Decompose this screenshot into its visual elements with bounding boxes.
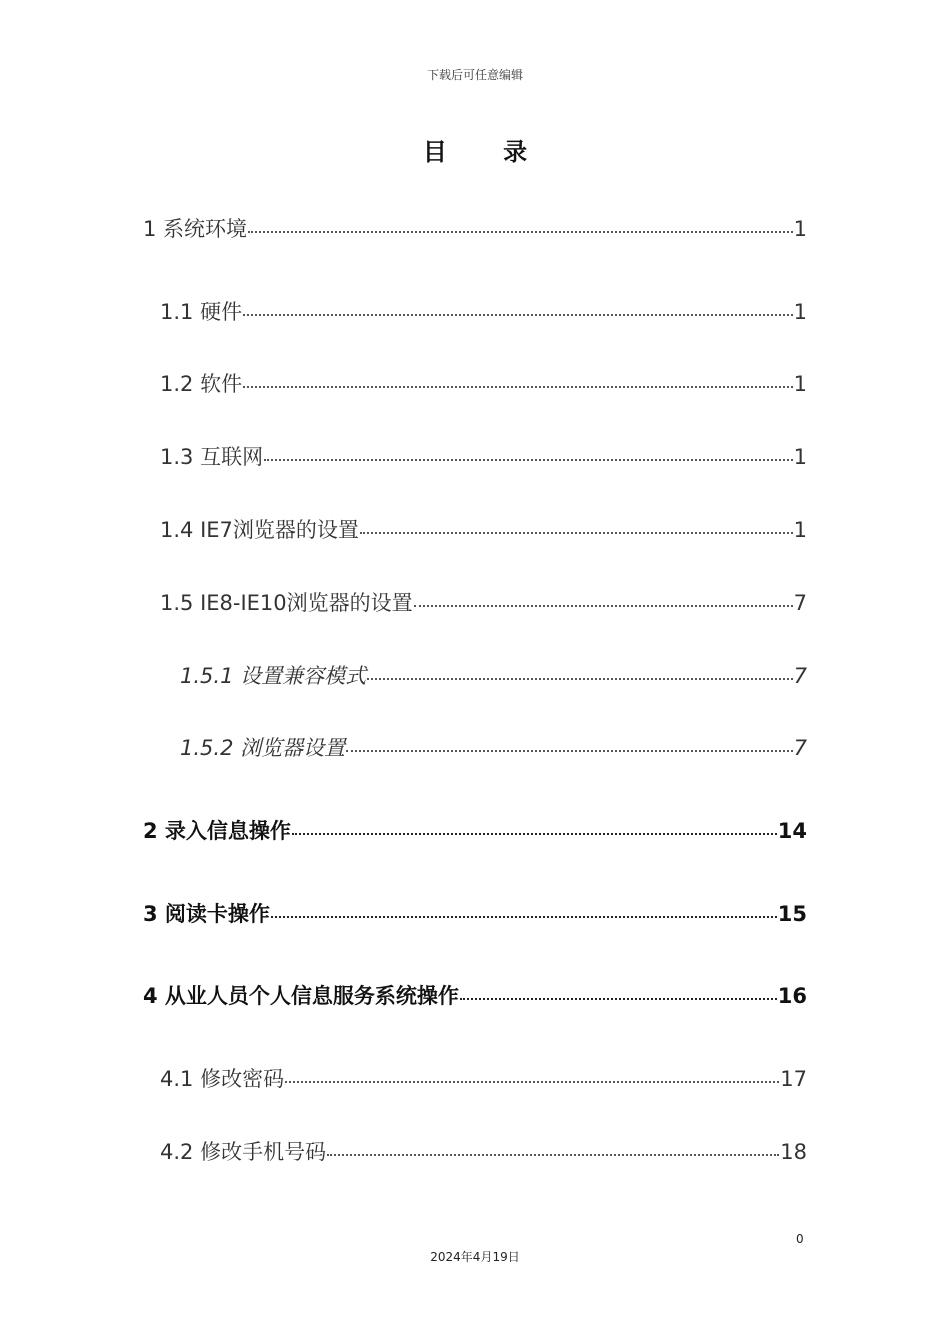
toc-entry-2[interactable] <box>143 815 807 847</box>
toc-entry-page: 17 <box>780 1067 807 1091</box>
toc-leader-dots <box>285 1081 779 1083</box>
toc-entry-1-5-2[interactable] <box>180 732 807 764</box>
toc-entry-page: 14 <box>777 819 807 843</box>
toc-leader-dots <box>367 678 793 680</box>
toc-entry-label: 1.5.1 设置兼容模式 <box>180 664 367 688</box>
header-note: 下载后可任意编辑 <box>426 68 523 82</box>
toc-leader-dots <box>248 231 793 233</box>
toc-entry-1-5-1[interactable] <box>180 660 807 692</box>
toc-entry-page: 1 <box>793 445 807 469</box>
toc-entry-page: 7 <box>793 664 807 688</box>
toc-entry-3[interactable] <box>143 898 807 930</box>
toc-leader-dots <box>360 532 793 534</box>
toc-entry-label: 4 从业人员个人信息服务系统操作 <box>143 984 459 1008</box>
toc-entry-label: 1.2 软件 <box>160 372 243 396</box>
toc-entry-label: 4.2 修改手机号码 <box>160 1140 327 1164</box>
footer-date: 2024年4月19日 <box>430 1250 520 1264</box>
toc-entry-4-2[interactable] <box>160 1136 807 1168</box>
toc-leader-dots <box>264 459 793 461</box>
toc-entry-1-1[interactable] <box>160 296 807 328</box>
toc-entry-page: 1 <box>793 217 807 241</box>
toc-entry-page: 1 <box>793 300 807 324</box>
toc-leader-dots <box>327 1154 779 1156</box>
toc-leader-dots <box>460 998 777 1000</box>
toc-entry-label: 2 录入信息操作 <box>143 819 291 843</box>
toc-entry-label: 1 系统环境 <box>143 217 248 241</box>
toc-entry-1-4[interactable] <box>160 514 807 546</box>
toc-entry-page: 7 <box>793 736 807 760</box>
page-number: 0 <box>796 1232 804 1246</box>
toc-entry-4-1[interactable] <box>160 1063 807 1095</box>
toc-leader-dots <box>243 314 793 316</box>
toc-entry-1-2[interactable] <box>160 368 807 400</box>
toc-entry-4[interactable] <box>143 980 807 1012</box>
toc-entry-page: 18 <box>780 1140 807 1164</box>
toc-entry-page: 1 <box>793 372 807 396</box>
toc-entry-page: 15 <box>777 902 807 926</box>
toc-title: 目 录 <box>422 138 552 166</box>
toc-leader-dots <box>414 605 793 607</box>
toc-entry-1-5[interactable] <box>160 587 807 619</box>
toc-entry-1-3[interactable] <box>160 441 807 473</box>
toc-entry-label: 1.5 IE8-IE10浏览器的设置 <box>160 591 413 615</box>
toc-entry-page: 7 <box>793 591 807 615</box>
toc-leader-dots <box>346 750 793 752</box>
toc-entry-label: 1.4 IE7浏览器的设置 <box>160 518 359 542</box>
toc-entry-label: 1.5.2 浏览器设置 <box>180 736 346 760</box>
toc-entry-label: 1.3 互联网 <box>160 445 264 469</box>
toc-entry-page: 1 <box>793 518 807 542</box>
toc-leader-dots <box>271 916 777 918</box>
toc-entry-label: 1.1 硬件 <box>160 300 243 324</box>
toc-leader-dots <box>243 386 793 388</box>
toc-entry-label: 4.1 修改密码 <box>160 1067 285 1091</box>
toc-entry-page: 16 <box>777 984 807 1008</box>
toc-leader-dots <box>292 833 777 835</box>
toc-entry-label: 3 阅读卡操作 <box>143 902 270 926</box>
toc-entry-1[interactable] <box>143 213 807 245</box>
